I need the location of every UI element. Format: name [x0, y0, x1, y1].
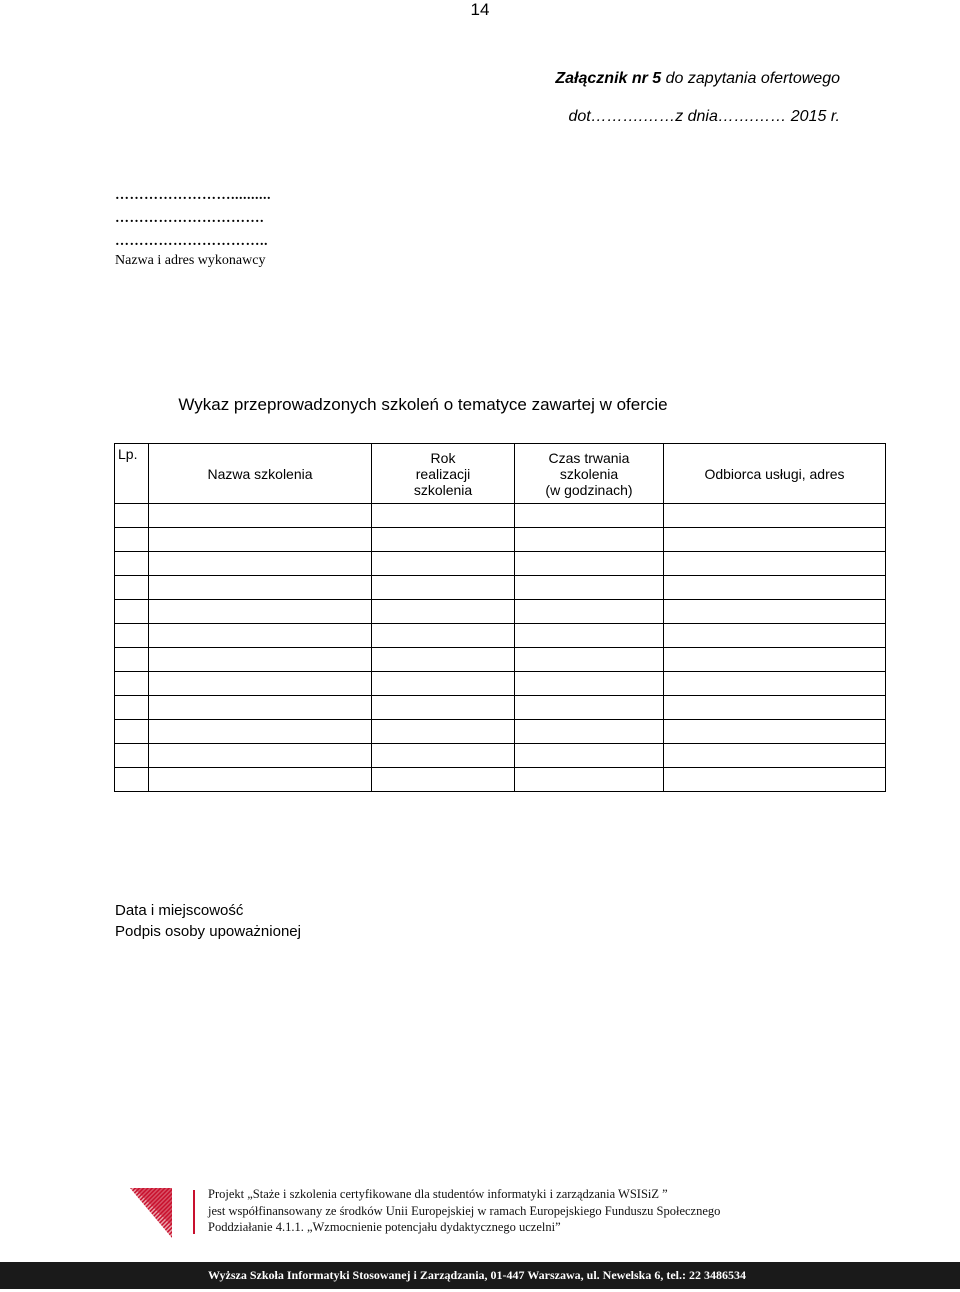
- table-cell[interactable]: [515, 528, 664, 552]
- table-row: [115, 648, 886, 672]
- table-row: [115, 624, 886, 648]
- table-cell[interactable]: [515, 744, 664, 768]
- col-header-duration-label: Czas trwania szkolenia (w godzinach): [545, 449, 633, 498]
- trainings-table: [114, 443, 886, 792]
- table-row: [115, 672, 886, 696]
- table-cell[interactable]: [515, 672, 664, 696]
- table-cell[interactable]: [664, 504, 886, 528]
- table-cell[interactable]: [664, 624, 886, 648]
- table-cell[interactable]: [115, 600, 149, 624]
- table-cell[interactable]: [515, 552, 664, 576]
- table-cell[interactable]: [372, 600, 515, 624]
- table-row: [115, 744, 886, 768]
- table-cell[interactable]: [115, 624, 149, 648]
- table-cell[interactable]: [664, 768, 886, 792]
- col-header-lp-label: Lp.: [118, 446, 138, 462]
- table-row: [115, 528, 886, 552]
- signature-label: Podpis osoby upoważnionej: [115, 923, 301, 940]
- table-cell[interactable]: [664, 600, 886, 624]
- col-header-year-label: Rok realizacji szkolenia: [413, 449, 473, 498]
- table-cell[interactable]: [115, 696, 149, 720]
- contractor-label: Nazwa i adres wykonawcy: [115, 253, 266, 268]
- table-cell[interactable]: [664, 576, 886, 600]
- table-cell[interactable]: [372, 696, 515, 720]
- contractor-dots-1: ……………………..........: [115, 188, 271, 203]
- document-title: Wykaz przeprowadzonych szkoleń o tematyce zawartej w ofercie: [178, 395, 668, 414]
- table-cell[interactable]: [115, 504, 149, 528]
- annex-text: do zapytania ofertowego: [661, 70, 840, 87]
- table-cell[interactable]: [664, 744, 886, 768]
- table-cell[interactable]: [664, 672, 886, 696]
- table-cell[interactable]: [149, 648, 372, 672]
- table-cell[interactable]: [515, 576, 664, 600]
- table-cell[interactable]: [664, 720, 886, 744]
- table-cell[interactable]: [664, 696, 886, 720]
- table-cell[interactable]: [515, 720, 664, 744]
- table-cell[interactable]: [515, 696, 664, 720]
- table-cell[interactable]: [149, 768, 372, 792]
- table-cell[interactable]: [149, 504, 372, 528]
- col-header-year: [372, 444, 515, 504]
- col-header-recipient: [664, 444, 886, 504]
- table-cell[interactable]: [149, 696, 372, 720]
- table-cell[interactable]: [115, 720, 149, 744]
- table-cell[interactable]: [149, 744, 372, 768]
- table-cell[interactable]: [115, 744, 149, 768]
- table-row: [115, 768, 886, 792]
- table-cell[interactable]: [664, 528, 886, 552]
- table-row: [115, 696, 886, 720]
- footer-address: Wyższa Szkoła Informatyki Stosowanej i Zarządzania, 01-447 Warszawa, ul. Newelska 6, tel.: 22 3486534: [208, 1268, 746, 1282]
- table-cell[interactable]: [115, 576, 149, 600]
- table-cell[interactable]: [149, 624, 372, 648]
- table-cell[interactable]: [372, 552, 515, 576]
- contractor-dots-2: ………………………….: [115, 211, 264, 226]
- table-cell[interactable]: [515, 648, 664, 672]
- table-cell[interactable]: [372, 576, 515, 600]
- col-header-name-label: Nazwa szkolenia: [207, 465, 313, 482]
- table-cell[interactable]: [515, 768, 664, 792]
- table-header-row: [115, 444, 886, 504]
- col-header-duration: [515, 444, 664, 504]
- table-cell[interactable]: [515, 504, 664, 528]
- footer-subaction-line: Poddziałanie 4.1.1. „Wzmocnienie potencjału dydaktycznego uczelni”: [208, 1220, 561, 1234]
- table-cell[interactable]: [115, 552, 149, 576]
- table-cell[interactable]: [372, 672, 515, 696]
- table-cell[interactable]: [372, 720, 515, 744]
- table-cell[interactable]: [372, 768, 515, 792]
- table-cell[interactable]: [115, 648, 149, 672]
- table-cell[interactable]: [115, 672, 149, 696]
- table-cell[interactable]: [664, 648, 886, 672]
- school-logo-icon: [130, 1188, 172, 1238]
- table-cell[interactable]: [515, 624, 664, 648]
- table-cell[interactable]: [149, 528, 372, 552]
- table-cell[interactable]: [115, 528, 149, 552]
- table-cell[interactable]: [372, 744, 515, 768]
- table-row: [115, 576, 886, 600]
- col-header-recipient-label: Odbiorca usługi, adres: [704, 465, 845, 482]
- table-body: [115, 504, 886, 792]
- table-row: [115, 552, 886, 576]
- table-cell[interactable]: [149, 672, 372, 696]
- footer-divider: [193, 1190, 195, 1234]
- annex-heading: [555, 70, 840, 88]
- footer-project-line: Projekt „Staże i szkolenia certyfikowane dla studentów informatyki i zarządzania WSISiZ ”: [208, 1187, 668, 1201]
- table-row: [115, 504, 886, 528]
- table-cell[interactable]: [372, 504, 515, 528]
- table-cell[interactable]: [372, 624, 515, 648]
- table-cell[interactable]: [149, 576, 372, 600]
- date-place-label: Data i miejscowość: [115, 902, 244, 919]
- annex-number: Załącznik nr 5: [555, 70, 662, 87]
- footer-funding-line: jest współfinansowany ze środków Unii Europejskiej w ramach Europejskiego Funduszu Społecznego: [208, 1204, 721, 1218]
- table-cell[interactable]: [149, 720, 372, 744]
- table-cell[interactable]: [149, 600, 372, 624]
- contractor-dots-3: …………………………..: [115, 234, 268, 249]
- table-cell[interactable]: [515, 600, 664, 624]
- table-cell[interactable]: [149, 552, 372, 576]
- table-cell[interactable]: [372, 648, 515, 672]
- col-header-lp: [115, 444, 149, 504]
- table-cell[interactable]: [115, 768, 149, 792]
- table-cell[interactable]: [372, 528, 515, 552]
- table-row: [115, 720, 886, 744]
- table-cell[interactable]: [664, 552, 886, 576]
- page-number: 14: [470, 0, 490, 19]
- table-row: [115, 600, 886, 624]
- reference-line: dot……….……z dnia…….…… 2015 r.: [568, 108, 840, 125]
- col-header-name: [149, 444, 372, 504]
